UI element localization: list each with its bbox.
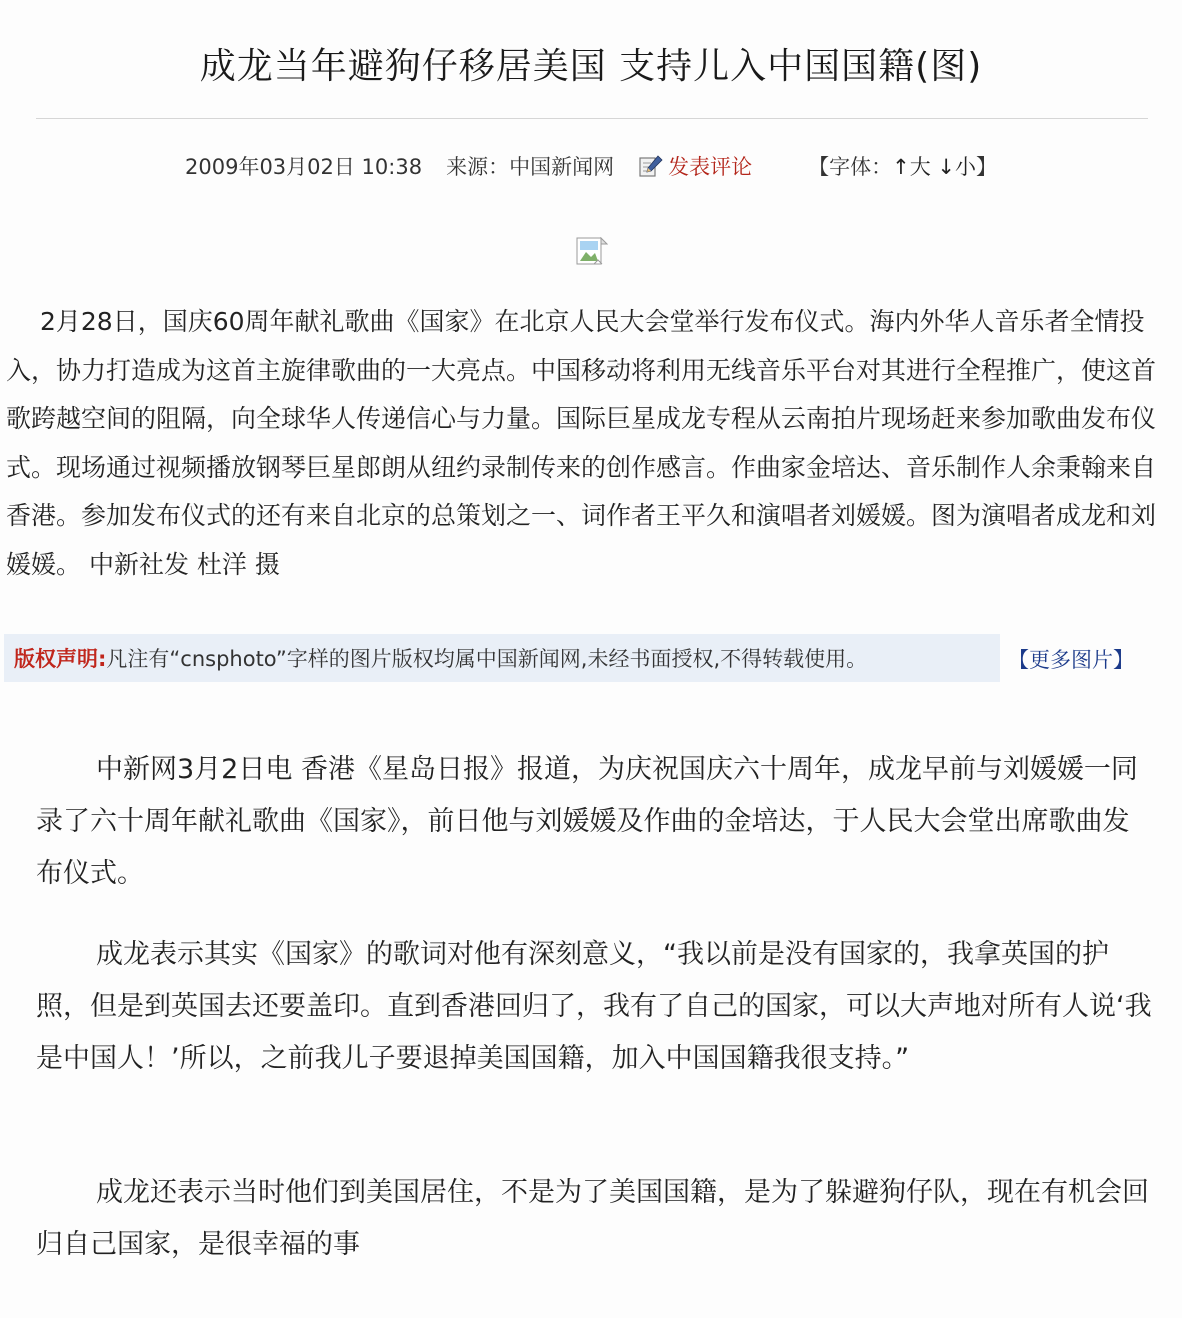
broken-image-icon [576, 237, 608, 267]
post-comment-label: 发表评论 [668, 155, 753, 179]
font-control-prefix: 【字体： [808, 155, 893, 179]
font-size-control [808, 151, 997, 181]
font-control-suffix: 】 [976, 155, 997, 179]
copyright-notice [4, 634, 1000, 682]
publish-datetime: 2009年03月02日 10:38 [185, 155, 423, 179]
copyright-text: 凡注有“cnsphoto”字样的图片版权均属中国新闻网,未经书面授权,不得转载使用。 [106, 647, 868, 671]
copyright-label: 版权声明: [14, 647, 107, 671]
article-meta [0, 146, 1182, 186]
font-smaller-link[interactable]: ↓小 [937, 155, 976, 179]
more-pictures-link[interactable]: 【更多图片】 [1008, 648, 1134, 672]
photo-caption: 2月28日，国庆60周年献礼歌曲《国家》在北京人民大会堂举行发布仪式。海内外华人音乐者全情投入，协力打造成为这首主旋律歌曲的一大亮点。中国移动将利用无线音乐平台对其进行全程推广，使这首歌跨越空间的阻隔，向全球华人传递信心与力量。国际巨星成龙专程从云南拍片现场赶来参加歌曲发布仪式。现场通过视频播放钢琴巨星郎朗从纽约录制传来的创作感言。作曲家金培达、音乐制作人余秉翰来自香港。参加发布仪式的还有来自北京的总策划之一、词作者王平久和演唱者刘媛媛。图为演唱者成龙和刘媛媛。 中新社发 杜洋 摄 [6, 307, 1157, 579]
article-title: 成龙当年避狗仔移居美国 支持儿入中国国籍(图) [199, 46, 983, 87]
pencil-paper-icon [638, 153, 664, 179]
body-paragraph-3: 成龙还表示当时他们到美国居住，不是为了美国国籍，是为了躲避狗仔队，现在有机会回归自己国家，是很幸福的事 [36, 1177, 1149, 1260]
post-comment-link[interactable] [638, 151, 752, 181]
font-larger-link[interactable]: ↑大 [892, 155, 931, 179]
article-source: 来源：中国新闻网 [446, 155, 615, 179]
body-paragraph-2: 成龙表示其实《国家》的歌词对他有深刻意义，“我以前是没有国家的，我拿英国的护照，但是到英国去还要盖印。直到香港回归了，我有了自己的国家，可以大声地对所有人说‘我是中国人！’所以，之前我儿子要退掉美国国籍，加入中国国籍我很支持。” [36, 939, 1152, 1074]
body-paragraph-1: 中新网3月2日电 香港《星岛日报》报道，为庆祝国庆六十周年，成龙早前与刘媛媛一同录了六十周年献礼歌曲《国家》，前日他与刘媛媛及作曲的金培达，于人民大会堂出席歌曲发布仪式。 [36, 754, 1138, 889]
title-divider [36, 118, 1148, 119]
